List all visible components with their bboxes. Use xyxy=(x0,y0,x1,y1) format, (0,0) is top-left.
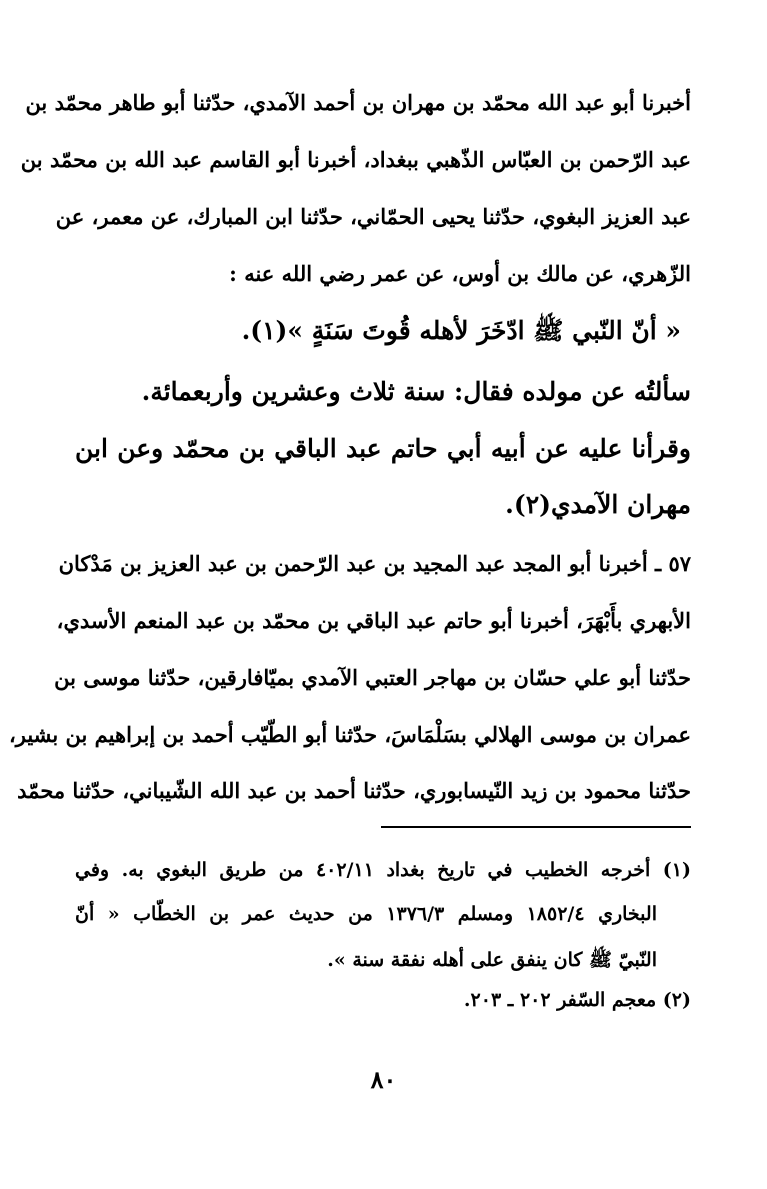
body-line-3: عبد العزيز البغوي، حدّثنا يحيى الحمّاني، حدّثنا ابن المبارك، عن معمر، عن xyxy=(55,204,691,229)
page-number: ٨٠ xyxy=(370,1065,397,1094)
body-line-4: الزّهري، عن مالك بن أوس، عن عمر رضي الله عنه : xyxy=(229,261,691,286)
birth-date-line: سألتُه عن مولده فقال: سنة ثلاث وعشرين وأربعمائة. xyxy=(141,377,691,406)
footnote-divider xyxy=(381,826,691,828)
entry-57-line-4: عمران بن موسى الهلالي بسَلْمَاسَ، حدّثنا أبو الطّيّب أحمد بن إبراهيم بن بشير، xyxy=(8,722,691,747)
footnote-1-line-1: (١) أخرجه الخطيب في تاريخ بغداد ٤٠٢/١١ من طريق البغوي به. وفي xyxy=(75,859,691,881)
body-line-1: أخبرنا أبو عبد الله محمّد بن مهران بن أحمد الآمدي، حدّثنا أبو طاهر محمّد بن xyxy=(25,90,691,115)
footnote-2: (٢) معجم السّفر ٢٠٢ ـ ٢٠٣. xyxy=(463,989,691,1011)
body-line-2: عبد الرّحمن بن العبّاس الذّهبي ببغداد، أخبرنا أبو القاسم عبد الله بن محمّد بن xyxy=(20,147,691,172)
entry-57-line-3: حدّثنا أبو علي حسّان بن مهاجر العتبي الآمدي بميّافارقين، حدّثنا موسى بن xyxy=(54,665,691,690)
entry-57-line-2: الأبهري بأَبْهَرَ، أخبرنا أبو حاتم عبد الباقي بن محمّد بن عبد المنعم الأسدي، xyxy=(56,608,691,633)
footnote-1-line-2: البخاري ١٨٥٢/٤ ومسلم ١٣٧٦/٣ من حديث عمر بن الخطّاب « أنّ xyxy=(75,903,657,925)
hadith-quote: « أنّ النّبي ﷺ ادّخَرَ لأهله قُوتَ سَنَةٍ »(١). xyxy=(241,316,681,345)
entry-57-line-5: حدّثنا محمود بن زيد النّيسابوري، حدّثنا أحمد بن عبد الله الشّيباني، حدّثنا محمّد xyxy=(17,778,691,803)
body-line-7: وقرأنا عليه عن أبيه أبي حاتم عبد الباقي بن محمّد وعن ابن xyxy=(75,434,691,463)
footnote-1-line-3: النّبيّ ﷺ كان ينفق على أهله نفقة سنة ». xyxy=(327,949,657,971)
entry-57-line-1: ٥٧ ـ أخبرنا أبو المجد عبد المجيد بن عبد الرّحمن بن عبد العزيز بن مَدْكان xyxy=(58,551,691,576)
body-line-8: مهران الآمدي(٢). xyxy=(505,490,691,519)
